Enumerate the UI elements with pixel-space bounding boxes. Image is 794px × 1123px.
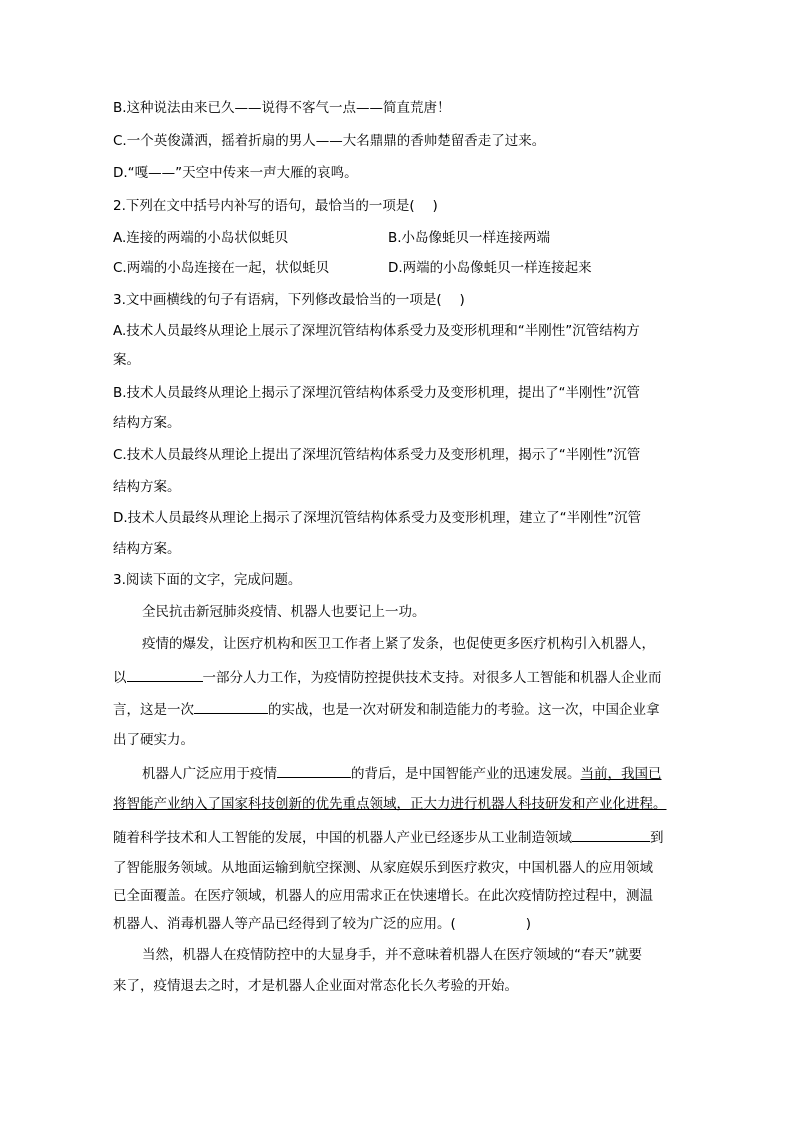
option-3b-cont: 结构方案。 [113, 415, 181, 431]
option-1c: C.一个英俊潇洒，摇着折扇的男人——大名鼎鼎的香帅楚留香走了过来。 [113, 133, 546, 149]
passage-line: 已全面覆盖。在医疗领域，机器人的应用需求正在快速增长。在此次疫情防控过程中，测温 [113, 888, 653, 904]
fill-blank [194, 699, 268, 714]
option-2b: B.小岛像蚝贝一样连接两端 [388, 230, 551, 246]
passage-line [113, 915, 531, 933]
option-1d: D.“嘎——”天空中传来一声大雁的哀鸣。 [113, 165, 358, 181]
passage-line: 来了，疫情退去之时，才是机器人企业面对常态化长久考验的开始。 [113, 978, 518, 994]
text: ) [525, 916, 532, 932]
text: 言，这是一次 [113, 702, 194, 718]
text: 一部分人力工作，为疫情防控提供技术支持。对很多人工智能和机器人企业而 [202, 670, 662, 686]
passage-line: 当然，机器人在疫情防控中的大显身手，并不意味着机器人在医疗领域的“春天”就要 [142, 947, 642, 963]
option-3a-cont: 案。 [113, 352, 140, 368]
passage-line [142, 763, 662, 783]
fill-blank [277, 763, 351, 778]
text: 的实战，也是一次对研发和制造能力的考验。这一次，中国企业拿 [268, 702, 660, 718]
text: 机器人广泛应用于疫情 [142, 766, 277, 782]
text: 到 [650, 830, 664, 846]
passage-line: 疫情的爆发，让医疗机构和医卫工作者上紧了发条，也促使更多医疗机构引入机器人， [142, 636, 655, 652]
text: 机器人、消毒机器人等产品已经得到了较为广泛的应用。( [113, 916, 456, 932]
passage-line [113, 827, 664, 847]
passage-line [113, 699, 660, 719]
option-3c-cont: 结构方案。 [113, 479, 181, 495]
text: 随着科学技术和人工智能的发展，中国的机器人产业已经逐步从工业制造领域 [113, 830, 572, 846]
text: 的背后，是中国智能产业的迅速发展。 [351, 766, 581, 782]
option-3a: A.技术人员最终从理论上展示了深埋沉管结构体系受力及变形机理和“半刚性”沉管结构方 [113, 323, 640, 339]
question-3: 3.文中画横线的句子有语病，下列修改最恰当的一项是( ) [113, 292, 465, 308]
option-2c: C.两端的小岛连接在一起，状似蚝贝 [113, 260, 330, 276]
option-2a: A.连接的两端的小岛状似蚝贝 [113, 230, 289, 246]
option-3b: B.技术人员最终从理论上揭示了深埋沉管结构体系受力及变形机理，提出了“半刚性”沉管 [113, 385, 641, 401]
passage-line [113, 667, 662, 687]
fill-blank [127, 667, 203, 682]
option-3c: C.技术人员最终从理论上提出了深埋沉管结构体系受力及变形机理，揭示了“半刚性”沉管 [113, 447, 641, 463]
reading-instruction: 3.阅读下面的文字，完成问题。 [113, 572, 302, 588]
option-3d-cont: 结构方案。 [113, 541, 181, 557]
option-1b: B.这种说法由来已久——说得不客气一点——简直荒唐！ [113, 100, 451, 116]
underlined-sentence: 将智能产业纳入了国家科技创新的优先重点领域，正大力进行机器人科技研发和产业化进程。 [113, 796, 667, 812]
option-3d: D.技术人员最终从理论上揭示了深埋沉管结构体系受力及变形机理，建立了“半刚性”沉管 [113, 510, 642, 526]
passage-line: 了智能服务领域。从地面运输到航空探测、从家庭娱乐到医疗救灾，中国机器人的应用领域 [113, 860, 653, 876]
fill-blank [572, 827, 650, 842]
passage-line: 出了硬实力。 [113, 732, 194, 748]
text: 以 [113, 670, 127, 686]
passage-title-line: 全民抗击新冠肺炎疫情、机器人也要记上一功。 [142, 604, 426, 620]
question-2: 2.下列在文中括号内补写的语句，最恰当的一项是( ) [113, 198, 438, 214]
underlined-sentence: 当前，我国已 [580, 766, 662, 782]
option-2d: D.两端的小岛像蚝贝一样连接起来 [388, 260, 592, 276]
